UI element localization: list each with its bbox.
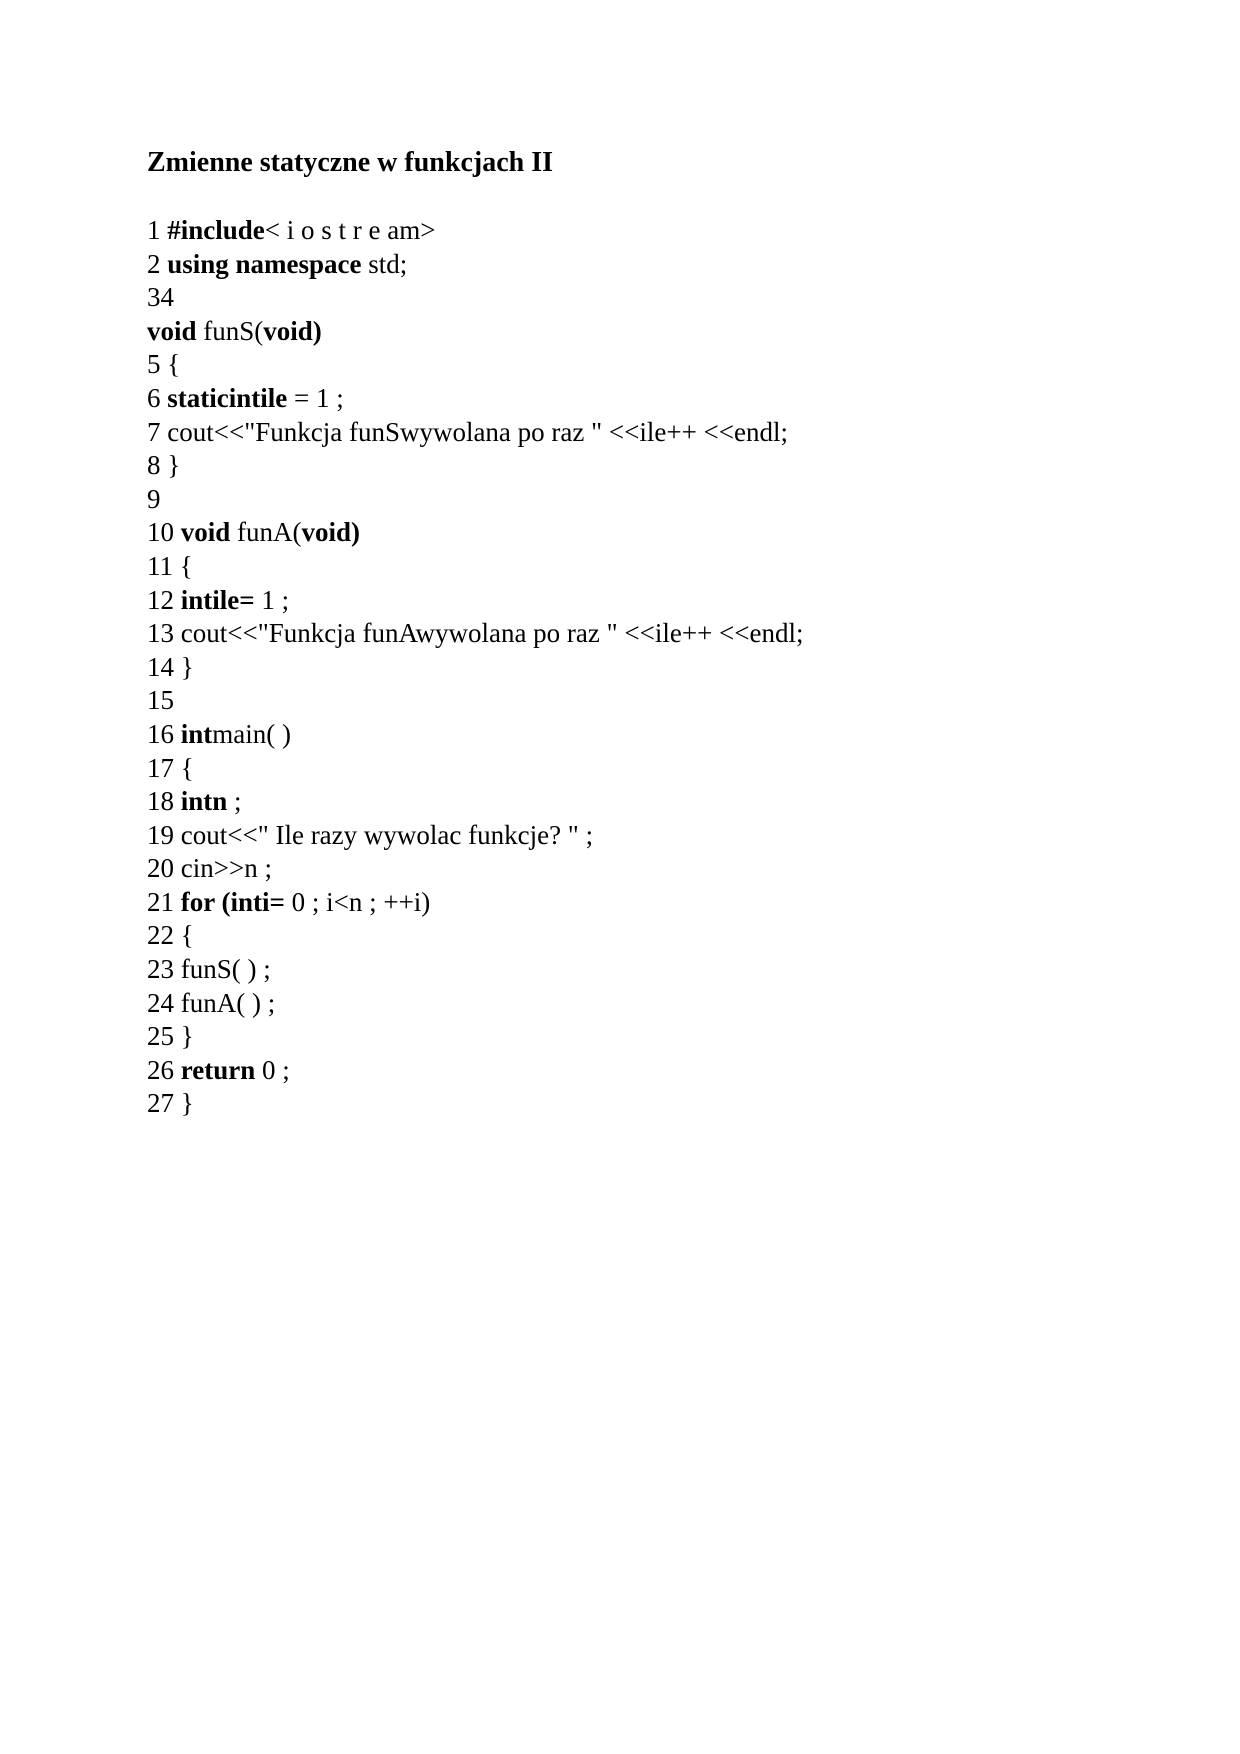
code-text: 11 {	[147, 550, 193, 581]
code-text: 1	[147, 215, 168, 245]
code-line	[147, 987, 804, 1021]
code-text: 9	[147, 483, 161, 514]
code-line	[147, 752, 804, 786]
code-text: funS(	[196, 315, 264, 346]
code-text: main( )	[212, 718, 291, 749]
code-line	[147, 617, 804, 651]
code-text: 22 {	[147, 920, 194, 951]
code-text: 13 cout<<"Funkcja funAwywolana po raz " <<ile++ <<endl;	[147, 618, 804, 649]
code-text: 16	[147, 718, 181, 749]
code-line	[147, 550, 804, 584]
code-text: 2	[147, 248, 168, 279]
code-text: 0 ; i<n ; ++i)	[284, 886, 431, 917]
code-text: 7 cout<<"Funkcja funSwywolana po raz " <<ile++ <<endl;	[147, 416, 788, 447]
code-text: 19 cout<<" Ile razy wywolac funkcje? " ;	[147, 819, 594, 850]
code-keyword: void	[147, 315, 197, 346]
code-line	[147, 315, 804, 349]
code-text: 20 cin>>n ;	[147, 853, 272, 884]
code-text: 15	[147, 685, 174, 716]
code-text: 6	[147, 382, 168, 413]
code-line	[147, 852, 804, 886]
code-text: 34	[147, 282, 174, 313]
code-line	[147, 281, 804, 315]
code-text: = 1 ;	[287, 382, 344, 413]
code-line	[147, 819, 804, 853]
code-text: 18	[147, 786, 181, 817]
code-keyword: int	[180, 718, 213, 749]
code-text: 21	[147, 886, 181, 917]
code-text: 26	[147, 1054, 181, 1085]
code-line	[147, 718, 804, 752]
code-line	[147, 584, 804, 618]
code-keyword: #include	[167, 215, 265, 245]
code-keyword: staticintile	[167, 382, 288, 413]
code-line	[147, 449, 804, 483]
code-text: 8 }	[147, 450, 181, 481]
code-line	[147, 953, 804, 987]
code-line	[147, 785, 804, 819]
code-line	[147, 919, 804, 953]
code-keyword: using namespace	[167, 248, 362, 279]
code-line	[147, 651, 804, 685]
code-text: 17 {	[147, 752, 194, 783]
code-text: 23 funS( ) ;	[147, 954, 271, 985]
code-line	[147, 382, 804, 416]
code-line	[147, 214, 804, 248]
code-listing	[147, 214, 804, 1121]
code-line	[147, 416, 804, 450]
code-keyword: intn	[180, 786, 228, 817]
code-text: 14 }	[147, 651, 194, 682]
code-text: 27 }	[147, 1088, 194, 1119]
code-line	[147, 1087, 804, 1121]
code-line	[147, 248, 804, 282]
code-text: 12	[147, 584, 181, 615]
code-text: 5 {	[147, 349, 181, 380]
code-line	[147, 1054, 804, 1088]
code-line	[147, 483, 804, 517]
code-keyword: intile=	[180, 584, 255, 615]
code-keyword: void)	[263, 315, 322, 346]
code-line	[147, 348, 804, 382]
code-keyword: void)	[301, 517, 361, 548]
code-text: 24 funA( ) ;	[147, 987, 276, 1018]
code-text: 0 ;	[255, 1054, 290, 1085]
code-text: std;	[361, 248, 408, 279]
code-line	[147, 886, 804, 920]
code-text: 1 ;	[254, 584, 290, 615]
code-line	[147, 684, 804, 718]
code-keyword: return	[180, 1054, 256, 1085]
code-text: ;	[227, 786, 242, 817]
code-text: 25 }	[147, 1021, 194, 1052]
code-line	[147, 1020, 804, 1054]
code-line	[147, 516, 804, 550]
code-keyword: void	[180, 517, 231, 548]
code-text: < i o s t r e am>	[264, 215, 436, 245]
document-title: Zmienne statyczne w funkcjach II	[147, 147, 553, 178]
code-text: 10	[147, 517, 181, 548]
code-text: funA(	[230, 517, 302, 548]
code-keyword: for (inti=	[180, 886, 285, 917]
